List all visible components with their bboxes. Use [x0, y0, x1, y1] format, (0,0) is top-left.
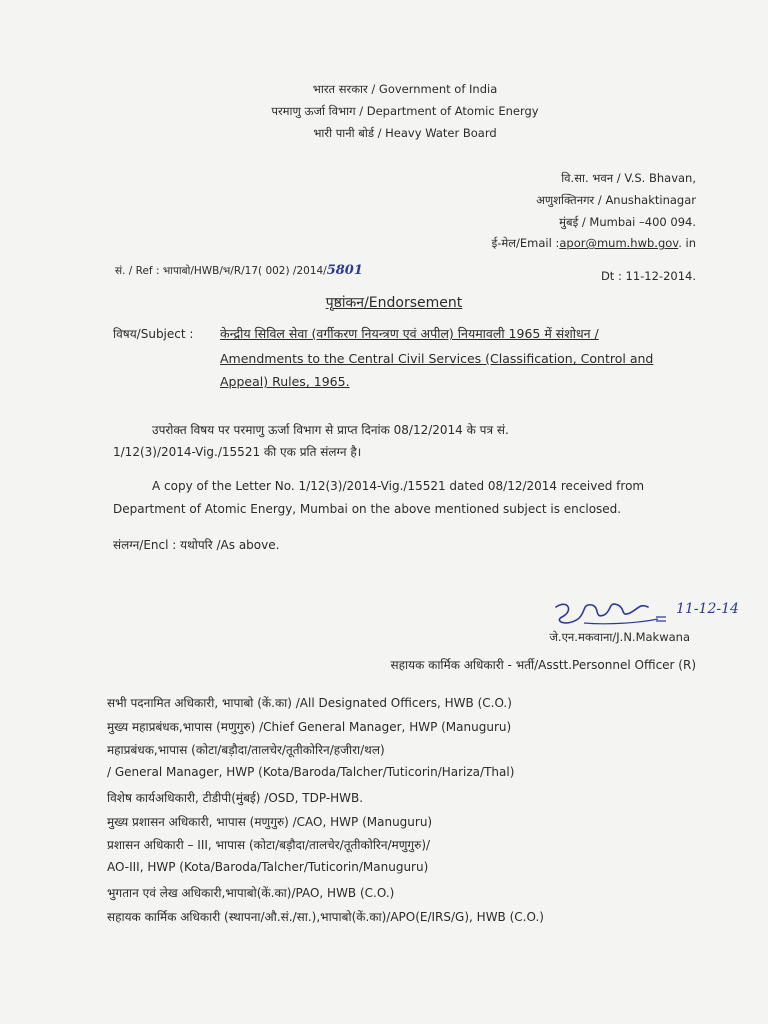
distribution-item-5: विशेष कार्यअधिकारी, टीडीपी(मुंबई) /OSD, TDP-HWB. [107, 791, 364, 805]
address-email [492, 236, 696, 251]
email-label: ई-मेल/Email : [491, 236, 560, 250]
reference-number [115, 263, 363, 278]
distribution-item-1: सभी पदनामित अधिकारी, भापाबो (कें.का) /All Designated Officers, HWB (C.O.) [107, 696, 512, 710]
distribution-item-9: भुगतान एवं लेख अधिकारी,भापाबो(कें.का)/PAO, HWB (C.O.) [107, 886, 395, 900]
header-government: भारत सरकार / Government of India [312, 82, 498, 96]
header-board: भारी पानी बोर्ड / Heavy Water Board [313, 126, 497, 140]
body-english-line-1: A copy of the Letter No. 1/12(3)/2014-Vig./15521 dated 08/12/2014 received from [152, 479, 645, 493]
distribution-item-4: / General Manager, HWP (Kota/Baroda/Talcher/Tuticorin/Hariza/Thal) [107, 765, 515, 779]
email-suffix: . in [678, 236, 696, 250]
address-building: वि.सा. भवन / V.S. Bhavan, [561, 171, 696, 185]
distribution-item-10: सहायक कार्मिक अधिकारी (स्थापना/औ.सं./सा.),भापाबो(कें.का)/APO(E/IRS/G), HWB (C.O.) [107, 910, 544, 924]
distribution-item-6: मुख्य प्रशासन अधिकारी, भापास (मणुगुरु) /CAO, HWP (Manuguru) [107, 815, 433, 829]
handwritten-reference-number: 5801 [326, 263, 363, 278]
distribution-item-2: मुख्य महाप्रबंधक,भापास (मणुगुरु) /Chief General Manager, HWP (Manuguru) [107, 720, 512, 734]
subject-line-english-1: Amendments to the Central Civil Services (Classification, Control and [220, 351, 654, 366]
address-locality: अणुशक्तिनगर / Anushaktinagar [536, 193, 696, 207]
distribution-item-7: प्रशासन अधिकारी – III, भापास (कोटा/बड़ौदा/तालचेर/तूतीकोरिन/मणुगुरु)/ [107, 838, 431, 852]
document-date: Dt : 11-12-2014. [600, 269, 696, 283]
endorsement-title-text: पृष्ठांकन/Endorsement [325, 295, 463, 311]
body-hindi-line-2: 1/12(3)/2014-Vig./15521 की एक प्रति संलग्न है। [113, 445, 362, 459]
subject-label: विषय/Subject : [113, 327, 194, 341]
subject-line-english-2: Appeal) Rules, 1965. [220, 374, 350, 389]
email-link[interactable]: apor@mum.hwb.gov [559, 236, 679, 250]
signature-date: 11-12-14 [676, 601, 739, 617]
address-city: मुंबई / Mumbai –400 094. [559, 215, 696, 229]
endorsement-title [0, 293, 768, 312]
body-english-line-2: Department of Atomic Energy, Mumbai on the above mentioned subject is enclosed. [113, 502, 622, 516]
header-department: परमाणु ऊर्जा विभाग / Department of Atomic Energy [271, 104, 539, 118]
subject-line-hindi: केन्द्रीय सिविल सेवा (वर्गीकरण नियन्त्रण एवं अपील) नियमावली 1965 में संशोधन / [220, 326, 599, 341]
distribution-item-8: AO-III, HWP (Kota/Baroda/Talcher/Tuticorin/Manuguru) [107, 860, 429, 874]
signatory-title: सहायक कार्मिक अधिकारी - भर्ती/Asstt.Personnel Officer (R) [390, 658, 696, 672]
reference-text: सं. / Ref : भापाबो/HWB/भ/R/17( 002) /2014/ [115, 265, 327, 277]
body-hindi-line-1: उपरोक्त विषय पर परमाणु ऊर्जा विभाग से प्राप्त दिनांक 08/12/2014 के पत्र सं. [152, 423, 509, 437]
enclosure-note: संलग्न/Encl : यथोपरि /As above. [113, 538, 280, 552]
distribution-item-3: महाप्रबंधक,भापास (कोटा/बड़ौदा/तालचेर/तूतीकोरिन/हजीरा/थल) [107, 743, 385, 757]
signatory-name: जे.एन.मकवाना/J.N.Makwana [549, 630, 690, 644]
